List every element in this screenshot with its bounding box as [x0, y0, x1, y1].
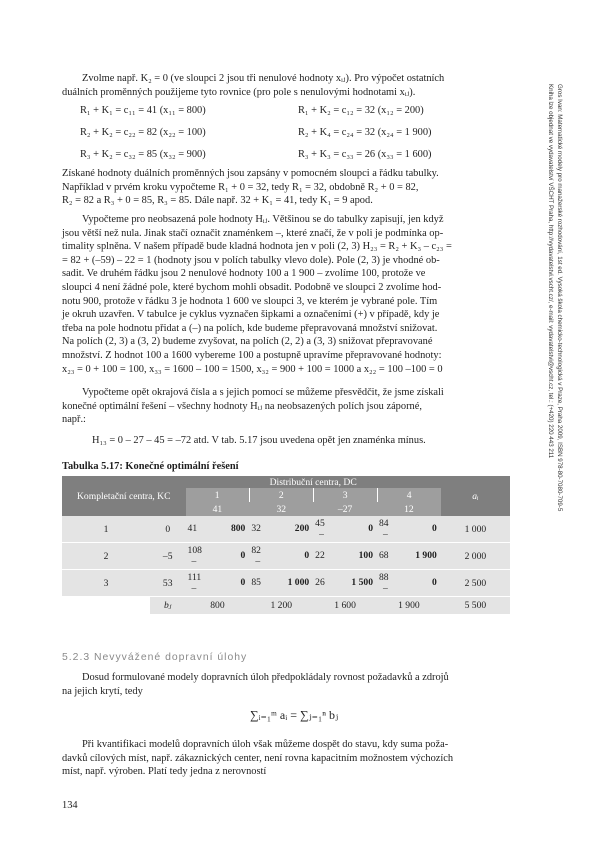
table-cell	[313, 516, 377, 543]
table-row-b	[62, 597, 510, 615]
b-label: bⱼ	[150, 597, 186, 615]
flow-value: 0	[240, 550, 246, 561]
paragraph-line: Na polích (2, 3) a (3, 2) budeme zvyšovat, na polích (2, 2) a (3, 3) snižovat přepravované	[62, 336, 433, 348]
table-title: Tabulka 5.17: Konečné optimální řešení	[62, 461, 239, 472]
paragraph-line: je okruh uzavřen. V tabulce je cyklus vyznačen šipkami a označeními (+) v případě, kdy je	[62, 309, 440, 321]
a-value: 2 000	[441, 543, 510, 570]
table-cell	[249, 543, 313, 570]
table-cell	[313, 570, 377, 597]
paragraph-line: = 82 + (–59) – 22 = 1 (hodnoty jsou v polích tabulky vlevo dole). Pole (2, 3) je vhodné ob-	[62, 254, 440, 266]
cost-value: 82	[251, 545, 261, 556]
paragraph-line: na jejich krytí, tedy	[62, 685, 143, 697]
r-value: 53	[150, 570, 186, 597]
table-cell	[249, 516, 313, 543]
k-value: 32	[249, 502, 313, 516]
header-a: aᵢ	[441, 476, 510, 516]
header-dc: Distribuční centra, DC	[186, 476, 441, 488]
paragraph-line: R₂ = 82 a R₃ + 0 = 85, R₃ = 85. Dále např. 32 + K₁ = 41, tedy K₁ = 9 apod.	[62, 195, 373, 207]
h13-formula-line: H₁₃ = 0 – 27 – 45 = –72 atd. V tab. 5.17 jsou uvedena opět jen znaménka mínus.	[92, 435, 426, 446]
col-number: 1	[186, 488, 250, 502]
paragraph-line: Získané hodnoty duálních proměnných jsou zapsány v pomocném sloupci a řádku tabulky.	[62, 168, 439, 179]
optimality-sign: –	[191, 583, 197, 594]
col-number: 2	[249, 488, 313, 502]
optimality-sign: –	[383, 583, 388, 594]
flow-value: 0	[240, 577, 246, 588]
cost-value: 32	[251, 523, 261, 534]
paragraph-line: míst, např. výroben. Platí tedy jedna z nerovností	[62, 766, 267, 778]
k-value: 41	[186, 502, 250, 516]
side-citation-text	[546, 84, 564, 511]
flow-value: 0	[304, 550, 310, 561]
equation-1-left: R₁ + K₁ = c₁₁ = 41 (x₁₁ = 800)	[80, 105, 206, 116]
equation-3-right: R₃ + K₃ = c₃₃ = 26 (x₃₃ = 1 600)	[298, 149, 432, 160]
cost-value: 111	[187, 572, 202, 583]
table-cell	[377, 516, 441, 543]
table-row	[62, 570, 510, 597]
kc-label: 1	[62, 516, 150, 543]
cost-value: 26	[315, 577, 325, 588]
optimality-sign: –	[255, 556, 261, 567]
table-row	[62, 516, 510, 543]
kc-label: 3	[62, 570, 150, 597]
optimality-sign: –	[191, 556, 197, 567]
balance-formula: ∑ᵢ₌₁ᵐ aᵢ = ∑ⱼ₌₁ⁿ bⱼ	[250, 708, 339, 722]
k-value: 12	[377, 502, 441, 516]
kc-label: 2	[62, 543, 150, 570]
b-value: 1 200	[249, 597, 313, 615]
paragraph-dual-values	[62, 167, 514, 208]
side-citation-line-2: Kniha lze objednat ve vydavatelství VŠCHT Praha, http://vydavatelstvi.vscht.cz/, e-mail: vydavatelstvi@vscht.cz, tel.: (+420) 220 443 211	[547, 84, 554, 459]
b-value: 1 600	[313, 597, 377, 615]
equation-3-left: R₃ + K₂ = c₃₂ = 85 (x₃₂ = 900)	[80, 149, 206, 160]
results-table	[62, 476, 510, 614]
cost-value: 108	[187, 545, 202, 556]
paragraph-balanced	[62, 671, 514, 698]
equation-2-right: R₂ + K₄ = c₂₄ = 32 (x₂₄ = 1 900)	[298, 127, 432, 138]
paragraph-line: Dosud formulované modely dopravních úloh předpokládaly rovnost požadavků a zdrojů	[82, 672, 449, 683]
table-cell	[313, 543, 377, 570]
intro-paragraph	[62, 72, 514, 99]
paragraph-line: sadit. Ve druhém řádku jsou 2 nenulové hodnoty 100 a 1 900 – zvolíme 100, protože ve	[62, 268, 426, 280]
equation-1-right: R₁ + K₂ = c₁₂ = 32 (x₁₂ = 200)	[298, 105, 424, 116]
flow-value: 200	[294, 523, 310, 534]
col-number: 4	[377, 488, 441, 502]
flow-value: 1 500	[351, 577, 373, 588]
paragraph-line: Vypočteme pro neobsazená pole hodnoty Hᵢⱼ. Většinou se do tabulky zapisují, jen když	[82, 214, 444, 225]
r-value: –5	[150, 543, 186, 570]
paragraph-optimal-check	[62, 386, 514, 427]
paragraph-unbalanced	[62, 738, 514, 779]
a-value: 2 500	[441, 570, 510, 597]
page-number: 134	[62, 800, 78, 811]
paragraph-line: Například v prvém kroku vypočteme R₁ + 0 = 32, tedy R₁ = 32, obdobně R₂ + 0 = 82,	[62, 181, 419, 193]
paragraph-line: davků cílových míst, např. zákaznických center, není rovna kapacitním možnostem výchozích	[62, 752, 454, 764]
cost-value: 41	[187, 523, 198, 534]
b-value: 1 900	[377, 597, 441, 615]
flow-value: 1 000	[287, 577, 310, 588]
paragraph-line: sloupci 4 není žádné pole, které bychom mohli obsadit. Podobně ve sloupci 2 zvolíme hod-	[62, 281, 442, 293]
paragraph-line: konečné optimální řešení – všechny hodnoty Hᵢⱼ na neobsazených polích jsou záporné,	[62, 400, 422, 412]
paragraph-line: např.:	[62, 414, 86, 426]
intro-line-2: duálních proměnných použijeme tyto rovnice (pro pole s nenulovými hodnotami xᵢⱼ).	[62, 86, 416, 98]
paragraph-line: jsou větší než nula. Jinak stačí označit znaménkem –, které značí, že v poli je podmínka op-	[62, 227, 444, 239]
paragraph-line: množství. Z hodnot 100 a 1600 vybereme 100 a postupně upravíme přepravované hodnoty:	[62, 349, 442, 361]
table-cell	[249, 570, 313, 597]
optimality-sign: –	[319, 529, 324, 540]
k-value: –27	[313, 502, 377, 516]
cost-value: 88	[379, 572, 389, 583]
cost-value: 68	[379, 550, 389, 561]
r-value: 0	[150, 516, 186, 543]
equation-2-left: R₂ + K₂ = c₂₂ = 82 (x₂₂ = 100)	[80, 127, 206, 138]
side-citation-line-1: Gros Ivan: Matematické modely pro manažerské rozhodování, 1st ed. Vysoká škola chemicko-technologická v Praze, Praha 2009, ISBN 978-80-7080-709-5	[556, 84, 563, 512]
cost-value: 85	[251, 577, 261, 588]
flow-value: 100	[358, 550, 373, 561]
table-cell	[377, 543, 441, 570]
optimality-sign: –	[383, 529, 388, 540]
b-total: 5 500	[441, 597, 510, 615]
table-cell	[186, 570, 250, 597]
paragraph-line: Vypočteme opět okrajová čísla a s jejich pomocí se můžeme přesvědčit, že jsme získali	[82, 387, 444, 398]
table-cell	[186, 543, 250, 570]
intro-line-1: Zvolme např. K₂ = 0 (ve sloupci 2 jsou tři nenulové hodnoty xᵢⱼ). Pro výpočet ostatních	[82, 73, 445, 84]
col-number: 3	[313, 488, 377, 502]
table-cell	[377, 570, 441, 597]
paragraph-line: třeba na pole hodnotu přidat a (–) na polích, kde budeme přepravovaná množství snižovat.	[62, 322, 438, 334]
flow-value: 0	[432, 577, 437, 588]
section-title: 5.2.3 Nevyvážené dopravní úlohy	[62, 652, 248, 663]
paragraph-line: Při kvantifikaci modelů dopravních úloh však můžeme dospět do stavu, kdy suma poža-	[82, 739, 449, 750]
paragraph-line: notu 900, protože v řádku 3 je hodnota 1 600 ve sloupci 3, ve kterém je vybrané pole. Tím	[62, 295, 438, 307]
b-value: 800	[186, 597, 250, 615]
table-row	[62, 543, 510, 570]
header-kc: Kompletační centra, KC	[62, 476, 186, 516]
cost-value: 45	[315, 518, 325, 529]
paragraph-line: x₂₃ = 0 + 100 = 100, x₃₃ = 1600 – 100 = 1500, x₃₂ = 900 + 100 = 1000 a x₂₂ = 100 –100 = 0	[62, 363, 443, 375]
cost-value: 22	[315, 550, 325, 561]
paragraph-hij-values	[62, 213, 514, 376]
flow-value: 0	[432, 523, 437, 534]
empty-cell	[62, 597, 150, 615]
paragraph-line: timality splněna. V našem případě bude kladná hodnota jen v poli (2, 3) H₂₃ = R₂ + K₃ – c₂₃ =	[62, 241, 452, 253]
cost-value: 84	[379, 518, 389, 529]
flow-value: 1 900	[415, 550, 437, 561]
side-citation	[546, 84, 582, 604]
table-cell	[186, 516, 250, 543]
flow-value: 0	[368, 523, 373, 534]
flow-value: 800	[230, 523, 246, 534]
a-value: 1 000	[441, 516, 510, 543]
